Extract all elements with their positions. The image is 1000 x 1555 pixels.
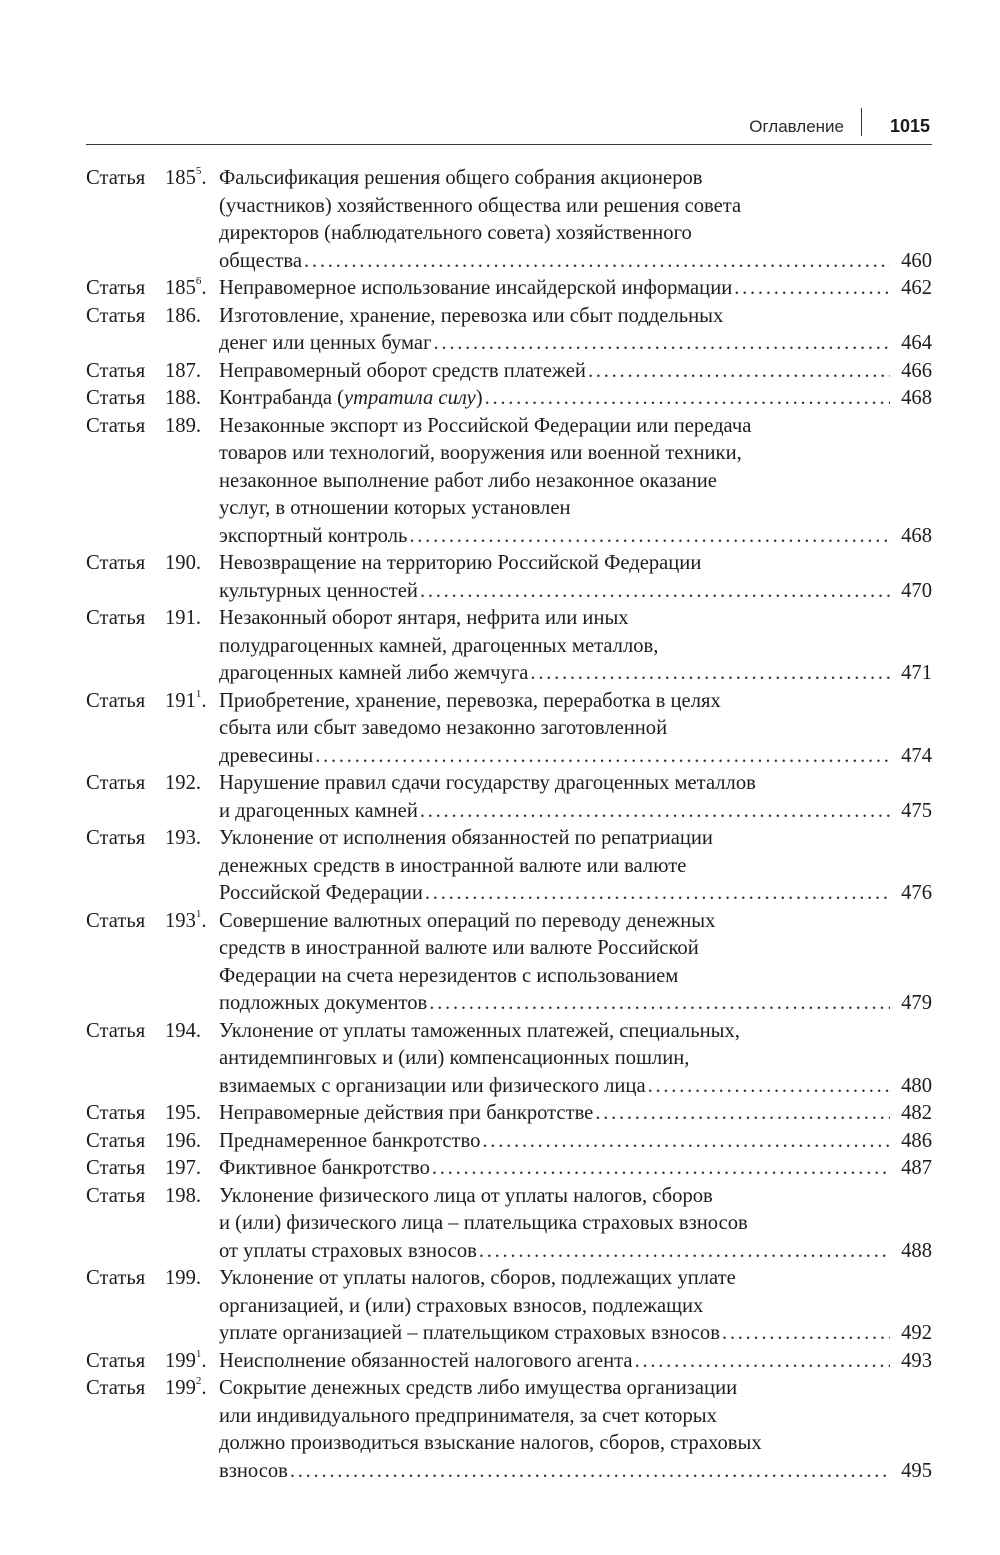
article-num-period: . (195, 1102, 202, 1124)
title-line: незаконное выполнение работ либо незаконное оказание (219, 469, 717, 492)
article-num-period: . (201, 689, 207, 712)
article-word: Статья (86, 1377, 146, 1399)
article-num: 194 (165, 1019, 196, 1042)
toc-entry[interactable] (86, 1265, 932, 1348)
article-title (219, 1265, 932, 1348)
article-number (86, 358, 218, 386)
page-ref[interactable]: 468 (901, 387, 932, 409)
title-line (219, 1320, 720, 1348)
article-number (86, 605, 218, 633)
page-ref[interactable]: 470 (901, 579, 932, 602)
title-last-line (219, 880, 932, 908)
title-line: организацией, и (или) страховых взносов, подлежащих (219, 1294, 704, 1317)
title-line: должно производиться взыскание налогов, сборов, страховых (219, 1432, 762, 1454)
article-word: Статья (86, 167, 146, 189)
dot-leader (420, 798, 890, 826)
title-text: Контрабанда ( (219, 387, 344, 409)
title-line: директоров (наблюдательного совета) хозяйственного (219, 222, 692, 244)
article-number (86, 275, 218, 303)
article-num-period: . (195, 827, 202, 849)
page-ref[interactable]: 462 (901, 277, 932, 299)
article-word: Статья (86, 1349, 146, 1372)
dot-leader (304, 248, 890, 276)
dot-leader (432, 1155, 890, 1183)
article-num: 196 (165, 1129, 196, 1152)
title-text: взимаемых с организации или физического лица (219, 1074, 646, 1097)
title-last-line (219, 1155, 932, 1183)
article-num-period: . (195, 1157, 202, 1179)
dot-leader (722, 1320, 890, 1348)
dot-leader (409, 523, 890, 551)
article-title (219, 275, 932, 303)
title-line: Изготовление, хранение, перевозка или сбыт поддельных (219, 304, 724, 327)
article-num-period: . (195, 1267, 202, 1289)
dot-leader (429, 990, 890, 1018)
toc-entry[interactable] (86, 1018, 932, 1101)
article-num-period: . (201, 277, 207, 299)
page-ref[interactable]: 474 (901, 744, 932, 767)
article-num-period: . (195, 304, 202, 327)
title-last-line (219, 248, 932, 276)
article-num-period: . (201, 1349, 207, 1372)
article-num-period: . (195, 1184, 202, 1207)
article-title (219, 385, 932, 413)
title-line: Сокрытие денежных средств либо имущества организации (219, 1377, 738, 1399)
page-ref[interactable]: 492 (901, 1322, 932, 1344)
dot-leader (648, 1073, 890, 1101)
page-ref[interactable]: 487 (901, 1157, 932, 1179)
title-line (219, 990, 427, 1018)
title-line: Уклонение физического лица от уплаты налогов, сборов (219, 1184, 713, 1207)
article-num-period: . (195, 359, 202, 382)
toc-entry[interactable] (86, 908, 932, 1018)
running-header-title: Оглавление (749, 117, 844, 136)
article-num: 187 (165, 359, 196, 382)
article-superscript: 2 (195, 1375, 202, 1388)
article-num: 191 (165, 689, 196, 712)
article-word: Статья (86, 387, 146, 409)
article-num: 186 (165, 304, 196, 327)
title-last-line (219, 1073, 932, 1101)
toc-entry[interactable] (86, 385, 932, 413)
dot-leader (530, 660, 890, 688)
article-word: Статья (86, 827, 146, 849)
article-number (86, 1155, 218, 1183)
page-ref[interactable]: 493 (901, 1349, 932, 1372)
article-title (219, 605, 932, 688)
title-last-line (219, 1238, 932, 1266)
title-line: и (или) физического лица – плательщика страховых взносов (219, 1212, 748, 1234)
title-line (219, 248, 302, 276)
article-word: Статья (86, 552, 146, 574)
article-num: 193 (165, 909, 196, 932)
page-ref[interactable]: 471 (901, 662, 932, 684)
article-num: 190 (165, 552, 196, 574)
dot-leader (734, 275, 890, 303)
article-num: 198 (165, 1184, 196, 1207)
page-ref[interactable]: 495 (901, 1459, 932, 1482)
title-line: Приобретение, хранение, перевозка, переработка в целях (219, 689, 721, 712)
dot-leader (595, 1100, 890, 1128)
title-line (219, 1238, 477, 1266)
title-line (219, 275, 732, 303)
article-number (86, 1128, 218, 1156)
title-line (219, 523, 407, 551)
title-text: Неисполнение обязанностей налогового агента (219, 1349, 633, 1372)
article-title (219, 1018, 932, 1101)
title-last-line (219, 1100, 932, 1128)
title-line (219, 660, 528, 688)
title-last-line (219, 275, 932, 303)
toc-entry[interactable] (86, 825, 932, 908)
article-title (219, 303, 932, 358)
article-num-period: . (195, 414, 202, 437)
dot-leader (485, 385, 890, 413)
page-ref[interactable]: 460 (901, 249, 932, 272)
article-word: Статья (86, 689, 146, 712)
article-title (219, 1375, 932, 1485)
toc-entry[interactable] (86, 1348, 932, 1376)
toc-entry[interactable] (86, 550, 932, 605)
title-text: взносов (219, 1459, 288, 1482)
article-word: Статья (86, 1102, 146, 1124)
dot-leader (479, 1238, 890, 1266)
article-num: 199 (165, 1267, 196, 1289)
title-text: Неправомерные действия при банкротстве (219, 1102, 594, 1124)
title-line: Совершение валютных операций по переводу денежных (219, 909, 716, 932)
title-line (219, 578, 418, 606)
article-num-period: . (195, 552, 202, 574)
article-num-period: . (195, 1129, 202, 1152)
title-last-line (219, 1128, 932, 1156)
article-number (86, 165, 218, 193)
title-line: Уклонение от уплаты таможенных платежей, специальных, (219, 1019, 740, 1042)
article-word: Статья (86, 1267, 146, 1289)
article-word: Статья (86, 909, 146, 932)
page-ref[interactable]: 488 (901, 1239, 932, 1262)
article-num: 193 (165, 827, 196, 849)
title-line: Фальсификация решения общего собрания акционеров (219, 167, 703, 189)
article-number (86, 303, 218, 331)
article-number (86, 688, 218, 716)
toc-entry[interactable] (86, 358, 932, 386)
title-line (219, 1458, 288, 1486)
article-num: 185 (165, 277, 196, 299)
article-word: Статья (86, 1157, 146, 1179)
title-line: Невозвращение на территорию Российской Федерации (219, 552, 702, 574)
title-text: Неправомерное использование инсайдерской информации (219, 277, 733, 299)
toc-entry[interactable] (86, 303, 932, 358)
article-num-period: . (195, 387, 202, 409)
title-line: сбыта или сбыт заведомо незаконно заготовленной (219, 717, 668, 739)
toc-entry[interactable] (86, 275, 932, 303)
title-text: денег или ценных бумаг (219, 332, 432, 354)
article-superscript: 5 (195, 165, 202, 178)
title-last-line (219, 660, 932, 688)
article-title (219, 1183, 932, 1266)
article-word: Статья (86, 359, 146, 382)
title-line (219, 1348, 633, 1376)
article-num: 197 (165, 1157, 196, 1179)
title-last-line (219, 1320, 932, 1348)
title-line: Федерации на счета нерезидентов с использованием (219, 964, 679, 987)
title-line: товаров или технологий, вооружения или военной техники, (219, 442, 742, 464)
article-word: Статья (86, 1184, 146, 1207)
title-line (219, 1100, 593, 1128)
article-num-period: . (195, 1019, 202, 1042)
title-line: услуг, в отношении которых установлен (219, 497, 571, 519)
article-num-period: . (201, 167, 207, 189)
dot-leader (434, 330, 890, 358)
article-number (86, 413, 218, 441)
title-line: средств в иностранной валюте или валюте Российской (219, 937, 699, 959)
article-number (86, 1265, 218, 1293)
dot-leader (315, 743, 890, 771)
page-number: 1015 (889, 116, 930, 136)
article-title (219, 1128, 932, 1156)
article-number (86, 1348, 218, 1376)
title-text: от уплаты страховых взносов (219, 1239, 477, 1262)
article-number (86, 550, 218, 578)
title-text: экспортный контроль (219, 524, 408, 547)
title-last-line (219, 743, 932, 771)
article-title (219, 1348, 932, 1376)
article-num: 199 (165, 1377, 196, 1399)
article-title (219, 688, 932, 771)
title-text: Неправомерный оборот средств платежей (219, 359, 586, 382)
article-superscript: 1 (195, 1347, 202, 1360)
article-superscript: 1 (195, 907, 202, 920)
title-text: Фиктивное банкротство (219, 1157, 430, 1179)
toc-entry[interactable] (86, 1183, 932, 1266)
title-line (219, 330, 432, 358)
article-word: Статья (86, 414, 146, 437)
title-line (219, 798, 418, 826)
toc-entry[interactable] (86, 688, 932, 771)
title-last-line (219, 990, 932, 1018)
page-ref[interactable]: 479 (901, 992, 932, 1014)
title-line: полудрагоценных камней, драгоценных металлов, (219, 634, 659, 657)
title-line: антидемпинговых и (или) компенсационных пошлин, (219, 1047, 690, 1069)
article-word: Статья (86, 277, 146, 299)
toc-entry[interactable] (86, 1128, 932, 1156)
article-title (219, 550, 932, 605)
article-number (86, 385, 218, 413)
dot-leader (588, 358, 890, 386)
article-number (86, 1018, 218, 1046)
article-title (219, 1155, 932, 1183)
article-word: Статья (86, 772, 146, 794)
title-line (219, 1073, 646, 1101)
page-ref[interactable]: 486 (901, 1129, 932, 1152)
title-line (219, 1155, 430, 1183)
article-title (219, 825, 932, 908)
page-ref[interactable]: 464 (901, 332, 932, 354)
article-number (86, 1100, 218, 1128)
article-num: 192 (165, 772, 196, 794)
title-text: подложных документов (219, 992, 428, 1014)
dot-leader (482, 1128, 890, 1156)
table-of-contents (86, 165, 932, 1485)
article-title (219, 770, 932, 825)
title-last-line (219, 358, 932, 386)
title-line: Незаконные экспорт из Российской Федерации или передача (219, 414, 752, 437)
article-superscript: 6 (195, 275, 202, 288)
article-number (86, 770, 218, 798)
article-num: 189 (165, 414, 196, 437)
title-line: Незаконный оборот янтаря, нефрита или иных (219, 607, 629, 629)
article-title (219, 165, 932, 275)
page-ref[interactable]: 480 (901, 1074, 932, 1097)
title-line: денежных средств в иностранной валюте или валюте (219, 854, 687, 877)
article-word: Статья (86, 1019, 146, 1042)
title-text: Преднамеренное банкротство (219, 1129, 481, 1152)
dot-leader (290, 1458, 890, 1486)
title-line (219, 880, 423, 908)
title-line (219, 743, 313, 771)
article-word: Статья (86, 1129, 146, 1152)
title-line: (участников) хозяйственного общества или решения совета (219, 194, 742, 217)
title-last-line (219, 385, 932, 413)
toc-entry[interactable] (86, 1155, 932, 1183)
toc-entry[interactable] (86, 770, 932, 825)
article-num: 191 (165, 607, 196, 629)
page-ref[interactable]: 468 (901, 524, 932, 547)
toc-entry[interactable] (86, 1100, 932, 1128)
dot-leader (425, 880, 890, 908)
article-title (219, 908, 932, 1018)
article-num: 195 (165, 1102, 196, 1124)
title-last-line (219, 1348, 932, 1376)
dot-leader (420, 578, 890, 606)
page-ref[interactable]: 476 (901, 882, 932, 904)
title-last-line (219, 798, 932, 826)
title-line (219, 385, 483, 413)
article-num-period: . (195, 772, 202, 794)
title-line (219, 1128, 480, 1156)
title-text: древесины (219, 744, 314, 767)
page-ref[interactable]: 475 (901, 799, 932, 822)
title-line: Уклонение от исполнения обязанностей по репатриации (219, 827, 713, 849)
toc-entry[interactable] (86, 165, 932, 275)
title-text: общества (219, 249, 303, 272)
article-num-period: . (201, 1377, 207, 1399)
title-text: ) (475, 387, 483, 409)
article-title (219, 358, 932, 386)
article-title (219, 413, 932, 551)
article-num: 185 (165, 167, 196, 189)
title-line: Нарушение правил сдачи государству драгоценных металлов (219, 772, 756, 794)
article-num: 188 (165, 387, 196, 409)
title-last-line (219, 523, 932, 551)
running-header (86, 108, 932, 145)
article-number (86, 1375, 218, 1403)
article-num: 199 (165, 1349, 196, 1372)
toc-entry[interactable] (86, 1375, 932, 1485)
article-word: Статья (86, 607, 146, 629)
title-text: Российской Федерации (219, 882, 423, 904)
title-last-line (219, 330, 932, 358)
page-ref[interactable]: 466 (901, 359, 932, 382)
page-ref[interactable]: 482 (901, 1102, 932, 1124)
article-number (86, 825, 218, 853)
toc-entry[interactable] (86, 605, 932, 688)
article-superscript: 1 (195, 687, 202, 700)
article-number (86, 1183, 218, 1211)
title-text: драгоценных камней либо жемчуга (219, 662, 529, 684)
title-line: или индивидуального предпринимателя, за счет которых (219, 1404, 717, 1427)
toc-entry[interactable] (86, 413, 932, 551)
title-last-line (219, 1458, 932, 1486)
article-num-period: . (201, 909, 207, 932)
article-number (86, 908, 218, 936)
title-line (219, 358, 586, 386)
title-italic: утратила силу (343, 387, 476, 409)
article-title (219, 1100, 932, 1128)
title-text: и драгоценных камней (219, 799, 418, 822)
title-text: уплате организацией – плательщиком страховых взносов (219, 1322, 720, 1344)
dot-leader (635, 1348, 890, 1376)
title-line: Уклонение от уплаты налогов, сборов, подлежащих уплате (219, 1267, 736, 1289)
header-divider (861, 108, 862, 136)
title-text: культурных ценностей (219, 579, 418, 602)
article-num-period: . (195, 607, 202, 629)
article-word: Статья (86, 304, 146, 327)
title-last-line (219, 578, 932, 606)
